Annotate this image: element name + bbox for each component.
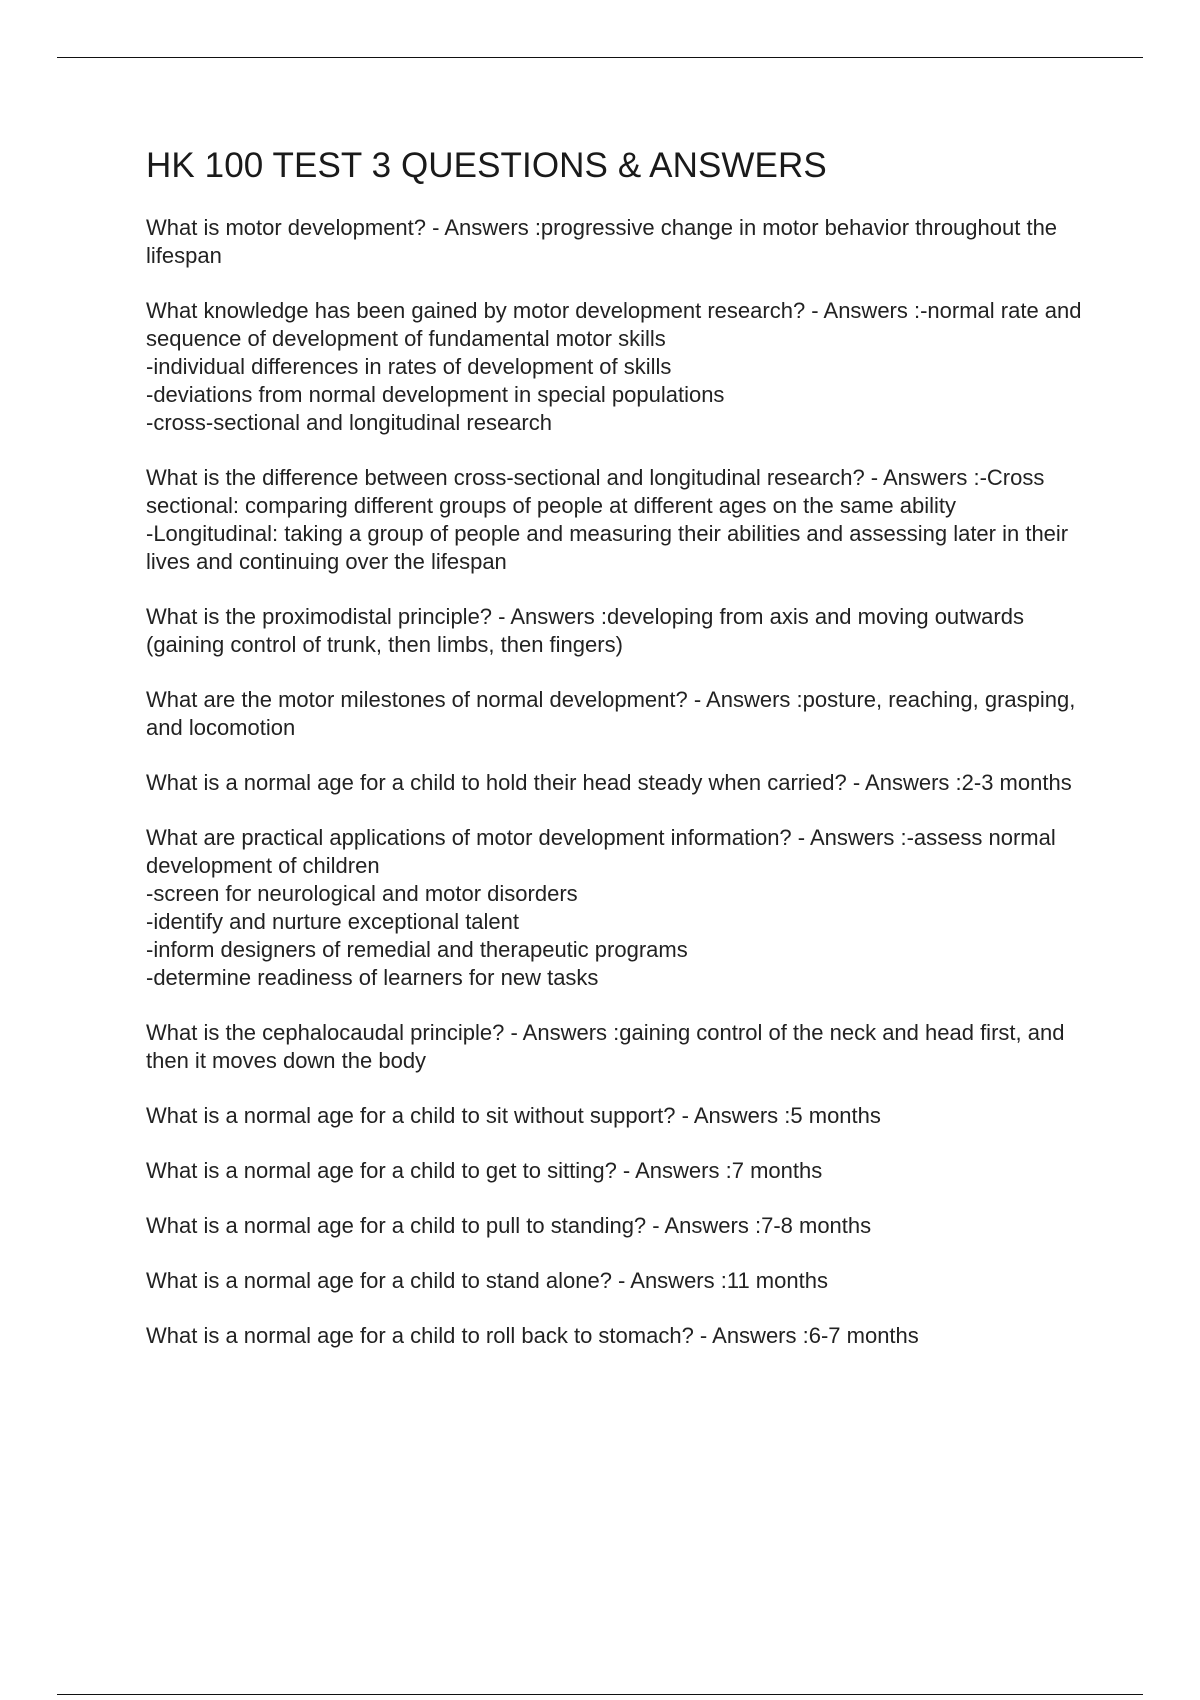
qa-item: What is a normal age for a child to roll back to stomach? - Answers :6-7 months bbox=[146, 1323, 919, 1348]
qa-item: What is a normal age for a child to hold their head steady when carried? - Answers :2-3 months bbox=[146, 770, 1072, 795]
qa-item: What is the difference between cross-sectional and longitudinal research? - Answers :-Cross sectional: comparing different groups of people at different ages on the same ability -Longitudinal: taking a group of people and measuring their abilities and assessing later in their lives and continuing over the lifespan bbox=[146, 465, 1069, 574]
document-body bbox=[146, 142, 1086, 1377]
bottom-rule bbox=[57, 1694, 1143, 1695]
qa-item: What is a normal age for a child to get to sitting? - Answers :7 months bbox=[146, 1158, 823, 1183]
qa-item: What are practical applications of motor development information? - Answers :-assess normal development of children -screen for neurological and motor disorders -identify and nurture exceptional talent -inform designers of remedial and therapeutic programs -determine readiness of learners for new tasks bbox=[146, 825, 1056, 990]
qa-item: What is a normal age for a child to sit without support? - Answers :5 months bbox=[146, 1103, 881, 1128]
document-title: HK 100 TEST 3 QUESTIONS & ANSWERS bbox=[146, 146, 827, 185]
qa-item: What knowledge has been gained by motor development research? - Answers :-normal rate and sequence of development of fundamental motor skills -individual differences in rates of development of skills -deviations from normal development in special populations -cross-sectional and longitudinal research bbox=[146, 298, 1082, 435]
top-rule bbox=[57, 57, 1143, 58]
qa-item: What is a normal age for a child to pull to standing? - Answers :7-8 months bbox=[146, 1213, 872, 1238]
qa-item: What is a normal age for a child to stand alone? - Answers :11 months bbox=[146, 1268, 828, 1293]
qa-item: What is the proximodistal principle? - Answers :developing from axis and moving outwards (gaining control of trunk, then limbs, then fingers) bbox=[146, 604, 1024, 657]
qa-item: What is motor development? - Answers :progressive change in motor behavior throughout the lifespan bbox=[146, 215, 1058, 268]
qa-list bbox=[146, 214, 1086, 1350]
qa-item: What are the motor milestones of normal development? - Answers :posture, reaching, grasping, and locomotion bbox=[146, 687, 1076, 740]
qa-item: What is the cephalocaudal principle? - Answers :gaining control of the neck and head first, and then it moves down the body bbox=[146, 1020, 1065, 1073]
